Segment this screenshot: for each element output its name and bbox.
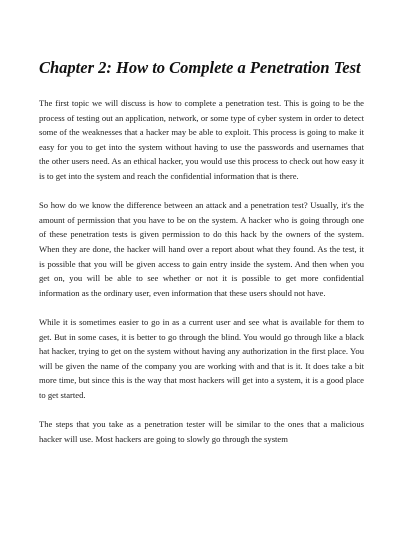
paragraph: The first topic we will discuss is how to complete a penetration test. This is going to be the process of testing out an application, network, or some type of cyber system in order to detect some of the weaknesses that a hacker may be able to exploit. This process is going to make it easy for you to get into the system without having to use the passwords and usernames that the other users need. As an ethical hacker, you would use this process to check out how easy it is to get into the system and reach the confidential information that is there. [39, 98, 364, 181]
body-text [39, 96, 364, 461]
paragraph: While it is sometimes easier to go in as a current user and see what is available for them to get. But in some cases, it is better to go through the blind. You would go through like a black hat hacker, trying to get on the system without having any authorization in the first place. You will be given the name of the company you are working with and that is it. It does take a bit more time, but since this is the way that most hackers will get into a system, it is a good place to get started. [39, 316, 364, 400]
chapter-title: Chapter 2: How to Complete a Penetration Test [39, 58, 361, 77]
paragraph: The steps that you take as a penetration tester will be similar to the ones that a malicious hacker will use. Most hackers are going to slowly go through the system [39, 419, 364, 444]
paragraph: So how do we know the difference between an attack and a penetration test? Usually, it's the amount of permission that you have to be on the system. A hacker who is going through one of these penetration tests is given permission to do this hack by the owners of the system. When they are done, the hacker will hand over a report about what they found. As the test, it is possible that you will be given access to gain entry inside the system. And then when you get on, you will be able to see whether or not it is possible to get more confidential information as the ordinary user, even information that these users should not have. [39, 200, 364, 298]
